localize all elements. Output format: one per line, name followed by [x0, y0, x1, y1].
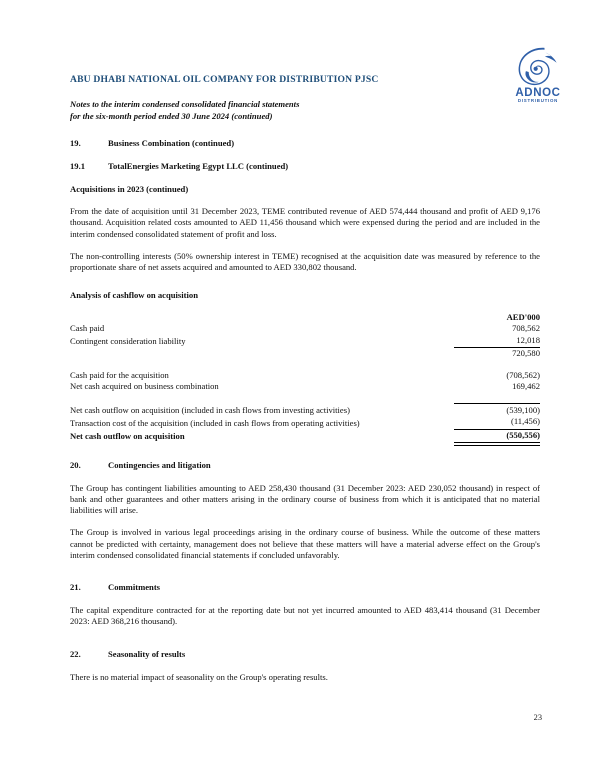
table-header-row: [70, 312, 540, 323]
table-spacer-row: [70, 359, 540, 370]
table-row: [70, 416, 540, 429]
note-21-heading: [70, 582, 540, 593]
page-number: 23: [533, 713, 542, 722]
row-value-net-cash-acquired: 169,462: [512, 381, 540, 392]
row-label-net-cash-outflow-total: Net cash outflow on acquisition: [70, 431, 185, 442]
spacer-cell: [454, 359, 540, 370]
note-21-title: Commitments: [108, 582, 161, 592]
document-subtitle: [70, 99, 540, 123]
table-row: [70, 323, 540, 334]
table-row: [70, 404, 540, 417]
document-subtitle-line1: Notes to the interim condensed consolidated financial statements: [70, 98, 300, 109]
table-spacer-row: [70, 392, 540, 404]
analysis-of-cashflow-table: [70, 312, 540, 443]
company-title: ABU DHABI NATIONAL OIL COMPANY FOR DISTRIBUTION PJSC: [70, 74, 379, 85]
row-value-net-cash-outflow-total: (550,556): [454, 429, 540, 442]
spacer-cell: [454, 392, 540, 404]
acquisitions-2023-heading: Acquisitions in 2023 (continued): [70, 184, 189, 195]
note-19-title: Business Combination (continued): [108, 137, 235, 148]
row-value-cash-paid-for-acquisition: (708,562): [506, 369, 540, 380]
note-20-paragraph-1: The Group has contingent liabilities amounting to AED 258,430 thousand (31 December 2023: AED 230,052 thousand) in respect of bank and other guarantees and other matters arising in the ordinary course of business from which it is anticipated that no material liabilities will arise.: [70, 482, 540, 516]
note-19-number: 19.: [70, 137, 81, 148]
row-label-subtotal: [70, 347, 454, 359]
row-value-contingent-consideration-liability: 12,018: [454, 335, 540, 348]
row-label-net-cash-outflow-investing: Net cash outflow on acquisition (included in cash flows from investing activities): [70, 405, 350, 416]
note-19-paragraph-2: The non-controlling interests (50% ownership interest in TEME) recognised at the acquisition date was measured by reference to the proportionate share of net assets acquired and amounted to AED 330,802 thousand.: [70, 250, 540, 272]
note-22-title: Seasonality of results: [108, 648, 186, 659]
document-content: [70, 74, 540, 694]
cashflow-table-heading: Analysis of cashflow on acquisition: [70, 290, 198, 301]
note-21-number: 21.: [70, 582, 81, 592]
table-row: [70, 347, 540, 359]
row-label-contingent-consideration-liability: Contingent consideration liability: [70, 336, 186, 347]
spacer-cell: [70, 392, 454, 404]
table-total-row: [70, 429, 540, 442]
note-20-number: 20.: [70, 459, 81, 470]
row-value-cash-paid: 708,562: [512, 323, 540, 334]
note-19-1-number: 19.1: [70, 160, 86, 171]
table-row: [70, 370, 540, 381]
note-19-paragraph-1: From the date of acquisition until 31 December 2023, TEME contributed revenue of AED 574,444 thousand and profit of AED 9,176 thousand. Acquisition related costs amounted to AED 11,456 thousand which were expensed during the period and are included in the interim condensed consolidated statement of profit and loss.: [70, 206, 540, 239]
row-value-transaction-cost-operating: (11,456): [454, 416, 540, 429]
row-label-cash-paid-for-acquisition: Cash paid for the acquisition: [70, 369, 169, 380]
logo-wordmark: ADNOC: [515, 87, 561, 99]
table-header-label: [70, 312, 454, 323]
row-label-net-cash-acquired: Net cash acquired on business combination: [70, 381, 219, 392]
logo-subwordmark: DISTRIBUTION: [517, 98, 559, 104]
table-row: [70, 381, 540, 392]
note-19-1-heading: [70, 161, 540, 172]
row-label-cash-paid: Cash paid: [70, 323, 105, 334]
row-value-subtotal: 720,580: [512, 347, 540, 358]
note-19-heading: [70, 138, 540, 149]
note-19-1-title: TotalEnergies Marketing Egypt LLC (continued): [108, 160, 289, 171]
table-unit-header: AED'000: [506, 312, 540, 323]
note-22-number: 22.: [70, 648, 81, 659]
row-label-transaction-cost-operating: Transaction cost of the acquisition (included in cash flows from operating activities): [70, 417, 360, 428]
note-21-paragraph-1: The capital expenditure contracted for at the reporting date but not yet incurred amounted to AED 483,414 thousand (31 December 2023: AED 368,216 thousand).: [70, 605, 540, 627]
note-22-paragraph-1: There is no material impact of seasonality on the Group's operating results.: [70, 671, 328, 682]
row-value-net-cash-outflow-investing: (539,100): [454, 404, 540, 417]
note-20-heading: [70, 460, 540, 471]
spacer-cell: [70, 359, 454, 370]
note-20-paragraph-2: The Group is involved in various legal proceedings arising in the ordinary course of business. While the outcome of these matters cannot be predicted with certainty, management does not believe that these matters will have a material adverse effect on the Group's interim condensed consolidated financial statements if concluded unfavorably.: [70, 527, 540, 560]
document-subtitle-line2: for the six-month period ended 30 June 2024 (continued): [70, 110, 273, 121]
table-row: [70, 335, 540, 348]
note-22-heading: [70, 649, 540, 660]
note-20-title: Contingencies and litigation: [108, 459, 211, 470]
